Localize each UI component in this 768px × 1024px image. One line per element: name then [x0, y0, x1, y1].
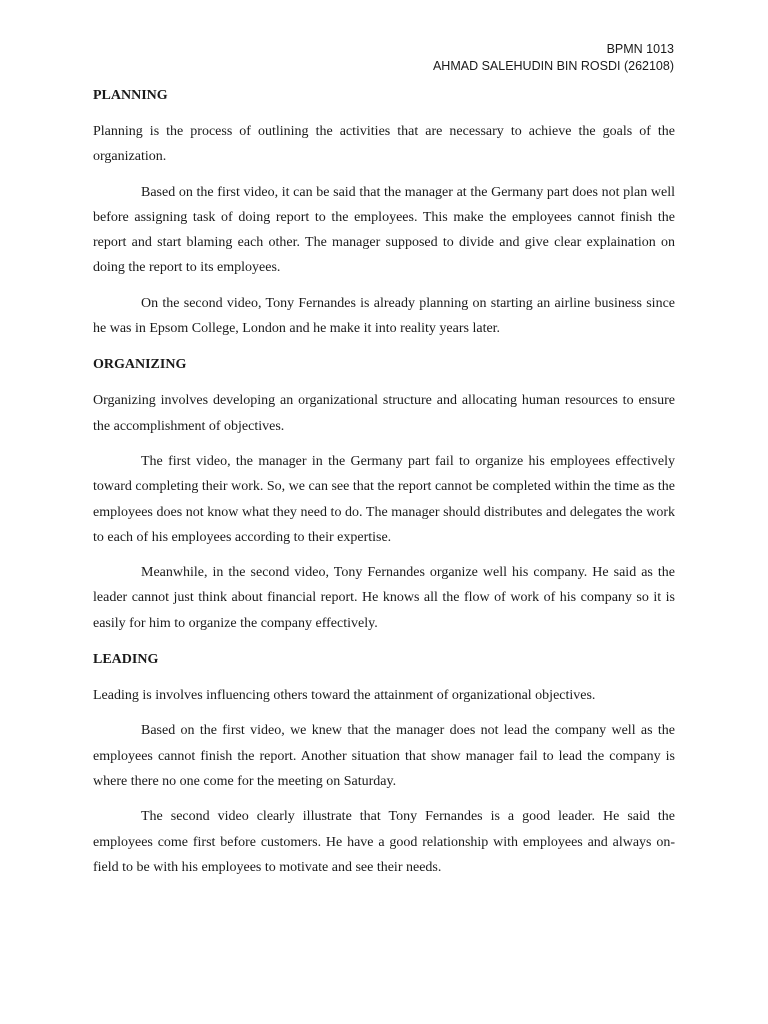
section-planning — [93, 84, 675, 341]
course-code: BPMN 1013 — [606, 42, 674, 56]
section-title-leading: LEADING — [93, 652, 159, 668]
author-name: AHMAD SALEHUDIN BIN ROSDI (262108) — [432, 59, 674, 73]
organizing-definition: Organizing involves developing an organizational structure and allocating human resources to ensure the accomplishment of objectives. — [93, 393, 675, 434]
planning-paragraph-1: Based on the first video, it can be said that the manager at the Germany part does not plan well before assigning task of doing report to the employees. This make the employees cannot finish the report and start blaming each other. The manager supposed to divide and give clear explaination on doing the report to its employees. — [93, 184, 675, 276]
section-title-planning: PLANNING — [93, 88, 168, 103]
leading-paragraph-1: Based on the first video, we knew that the manager does not lead the company well as the employees cannot finish the report. Another situation that show manager fail to lead the company is where there no one come for the meeting on Saturday. — [93, 723, 675, 789]
page-header — [433, 41, 674, 75]
planning-paragraph-2: On the second video, Tony Fernandes is already planning on starting an airline business since he was in Epsom College, London and he make it into reality years later. — [93, 295, 675, 337]
leading-definition: Leading is involves influencing others toward the attainment of organizational objectives. — [93, 688, 596, 704]
document-body — [93, 84, 675, 892]
organizing-paragraph-1: The first video, the manager in the Germany part fail to organize his employees effectively toward completing their work. So, we can see that the report cannot be completed within the time as the employees does not know what they need to do. The manager should distributes and delegates the work to each of his employees according to their expertise. — [93, 453, 675, 545]
section-title-organizing: ORGANIZING — [93, 357, 187, 373]
section-organizing — [93, 353, 675, 636]
planning-definition: Planning is the process of outlining the activities that are necessary to achieve the goals of the organization. — [93, 124, 675, 165]
leading-paragraph-2: The second video clearly illustrate that Tony Fernandes is a good leader. He said the employees come first before customers. He have a good relationship with employees and always on- field to be with his employees to motivate and see their needs. — [93, 809, 675, 875]
section-leading — [93, 648, 675, 880]
organizing-paragraph-2: Meanwhile, in the second video, Tony Fernandes organize well his company. He said as the leader cannot just think about financial report. He knows all the flow of work of his company so it is easily for him to organize the company effectively. — [93, 565, 675, 631]
